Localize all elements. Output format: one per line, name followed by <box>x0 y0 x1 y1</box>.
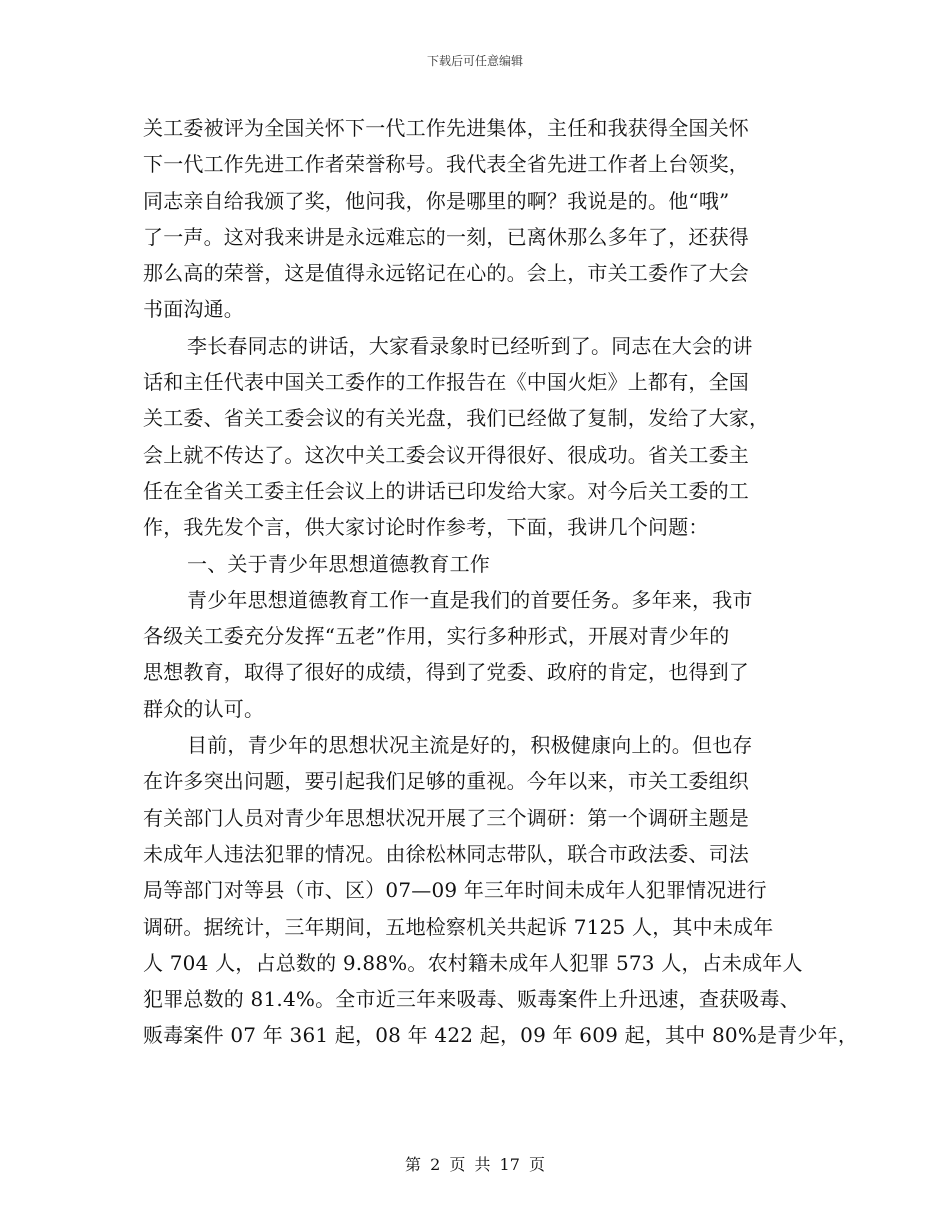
text-line: 人 704 人，占总数的 9.88%。农村籍未成年人犯罪 573 人，占未成年人 <box>143 950 803 975</box>
text-line: 未成年人违法犯罪的情况。由徐松林同志带队，联合市政法委、司法 <box>143 841 749 866</box>
document-body <box>143 110 859 1054</box>
text-line: 下一代工作先进工作者荣誉称号。我代表全省先进工作者上台领奖， <box>143 152 749 177</box>
text-line: 任在全省关工委主任会议上的讲话已印发给大家。对今后关工委的工 <box>143 478 749 503</box>
text-line: 书面沟通。 <box>143 297 244 322</box>
text-line: 贩毒案件 07 年 361 起，08 年 422 起，09 年 609 起，其中 80%是青少年， <box>143 1023 859 1048</box>
text-line: 话和主任代表中国关工委作的工作报告在《中国火炬》上都有，全国 <box>143 370 749 395</box>
text-line: 李长春同志的讲话，大家看录象时已经听到了。同志在大会的讲 <box>187 333 753 358</box>
text-line: 作，我先发个言，供大家讨论时作参考，下面，我讲几个问题： <box>143 515 709 540</box>
text-line: 调研。据统计，三年期间，五地检察机关共起诉 7125 人，其中未成年 <box>143 914 774 939</box>
text-line: 同志亲自给我颁了奖，他问我，你是哪里的啊？我说是的。他“哦” <box>143 188 730 213</box>
text-line: 关工委、省关工委会议的有关光盘，我们已经做了复制，发给了大家， <box>143 406 770 431</box>
text-line: 关工委被评为全国关怀下一代工作先进集体，主任和我获得全国关怀 <box>143 116 749 140</box>
text-line: 了一声。这对我来讲是永远难忘的一刻，已离休那么多年了，还获得 <box>143 224 749 249</box>
text-line: 会上就不传达了。这次中关工委会议开得很好、很成功。省关工委主 <box>143 442 749 467</box>
text-line: 思想教育，取得了很好的成绩，得到了党委、政府的肯定，也得到了 <box>143 660 749 685</box>
text-line: 那么高的荣誉，这是值得永远铭记在心的。会上，市关工委作了大会 <box>143 261 749 286</box>
text-line: 有关部门人员对青少年思想状况开展了三个调研：第一个调研主题是 <box>143 805 749 830</box>
text-line: 群众的认可。 <box>143 696 265 721</box>
text-line: 一、关于青少年思想道德教育工作 <box>187 551 490 576</box>
text-line: 局等部门对等县（市、区）07—09 年三年时间未成年人犯罪情况进行 <box>143 878 767 903</box>
text-line: 青少年思想道德教育工作一直是我们的首要任务。多年来，我市 <box>187 587 753 612</box>
text-line: 在许多突出问题，要引起我们足够的重视。今年以来，市关工委组织 <box>143 769 749 794</box>
page-header: 下载后可任意编辑 <box>426 54 523 68</box>
page-footer: 第 2 页 共 17 页 <box>405 1155 545 1174</box>
text-line: 犯罪总数的 81.4%。全市近三年来吸毒、贩毒案件上升迅速，查获吸毒、 <box>143 987 800 1012</box>
text-line: 目前，青少年的思想状况主流是好的，积极健康向上的。但也存 <box>187 733 753 758</box>
text-line: 各级关工委充分发挥“五老”作用，实行多种形式，开展对青少年的 <box>143 624 730 649</box>
